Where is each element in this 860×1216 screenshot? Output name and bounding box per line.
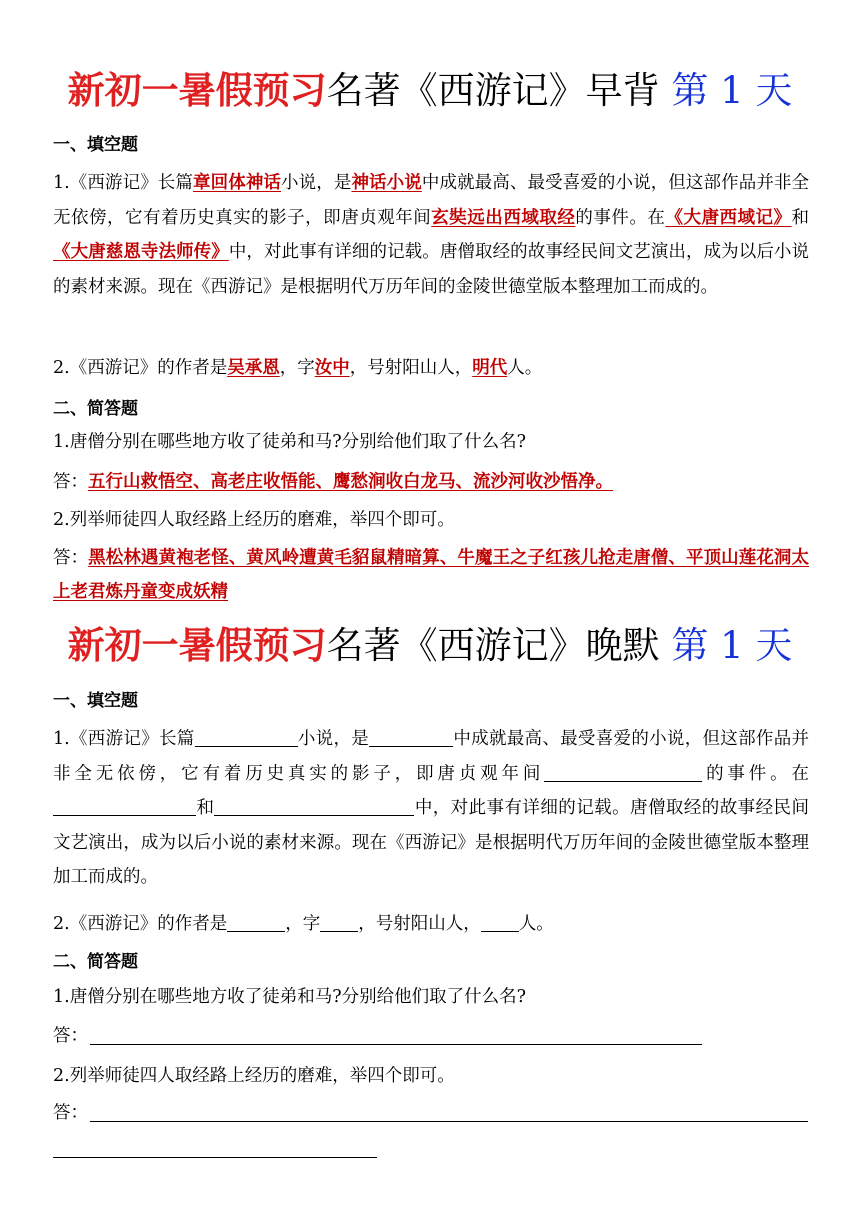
answer-line[interactable] — [53, 1157, 377, 1158]
text: 人。 — [518, 914, 554, 934]
text: 中，对此事有详细的记载。唐僧取经的故事经民间文艺演出，成为以后小说的素材来源。现在《西游记》是根据明代万历年间的金陵世德堂版本整理加工而成的。 — [53, 242, 810, 297]
evening-section-short: 二、简答题 — [53, 952, 138, 972]
answer-text: 黑松林遇黄袍老怪、黄风岭遭黄毛貂鼠精暗算、牛魔王之子红孩儿抢走唐僧、平顶山莲花洞太上老君炼丹童变成妖精 — [53, 548, 810, 602]
morning-q1 — [53, 166, 809, 304]
morning-s2-question: 2.列举师徒四人取经路上经历的磨难，举四个即可。 — [53, 510, 455, 530]
evening-title-main: 名著《西游记》晚默 — [326, 624, 660, 667]
evening-title-day: 第 1 天 — [671, 624, 793, 667]
answer-4: 《大唐西域记》 — [665, 207, 792, 228]
text: 小说，是 — [281, 173, 352, 193]
evening-q2 — [53, 912, 813, 936]
answer-label: 答： — [53, 472, 88, 492]
morning-title-main: 名著《西游记》早背 — [326, 69, 660, 112]
answer-courtesy-name: 汝中 — [314, 358, 350, 378]
text: ，号射阳山人， — [349, 358, 473, 378]
answer-text: 五行山救悟空、高老庄收悟能、鹰愁涧收白龙马、流沙河收沙悟净。 — [88, 472, 613, 492]
morning-s1-question: 1.唐僧分别在哪些地方收了徒弟和马?分别给他们取了什么名? — [53, 432, 526, 452]
blank-author[interactable] — [227, 914, 285, 933]
answer-line[interactable] — [90, 1044, 702, 1045]
blank-courtesy-name[interactable] — [320, 914, 358, 933]
evening-s2-answer-label: 答： — [53, 1103, 88, 1123]
blank-4[interactable] — [53, 798, 196, 817]
answer-dynasty: 明代 — [472, 358, 508, 378]
answer-author: 吴承恩 — [227, 358, 280, 378]
answer-3: 玄奘远出西域取经 — [431, 207, 576, 228]
text: 和 — [196, 798, 215, 818]
morning-s1-answer — [53, 470, 813, 494]
text: 中，对此事有详细的记载。唐僧取经的故事经民间文艺演出，成为以后小说的素材来源。现在《西游记》是根据明代万历年间的金陵世德堂版本整理加工而成的。 — [53, 798, 809, 887]
morning-title — [0, 67, 860, 114]
evening-s2-question: 2.列举师徒四人取经路上经历的磨难，举四个即可。 — [53, 1066, 455, 1086]
evening-section-fill: 一、填空题 — [53, 691, 138, 711]
evening-title-prefix: 新初一暑假预习 — [67, 623, 327, 667]
text: 中成就最高、最受喜爱的小说，但这部作品并非全无依傍，它有着历史真实的影子，即唐贞观年间 — [53, 173, 810, 228]
text: 的事件。在 — [702, 763, 810, 784]
text: 1.《西游记》长篇 — [53, 729, 195, 749]
text: 中成就最高、最受喜爱的小说，但这部作品并非全无依傍，它有着历史真实的影子，即唐贞观年间 — [53, 729, 809, 784]
text: 1.《西游记》长篇 — [53, 173, 194, 193]
answer-5: 《大唐慈恩寺法师传》 — [53, 242, 229, 262]
text: 2.《西游记》的作者是 — [53, 358, 228, 378]
evening-title — [0, 622, 860, 669]
evening-s1-question: 1.唐僧分别在哪些地方收了徒弟和马?分别给他们取了什么名? — [53, 987, 526, 1007]
blank-1[interactable] — [195, 729, 298, 748]
answer-line[interactable] — [90, 1121, 808, 1122]
blank-5[interactable] — [214, 798, 414, 817]
text: 2.《西游记》的作者是 — [53, 914, 228, 934]
blank-3[interactable] — [544, 763, 702, 782]
text: 的事件。在 — [575, 207, 666, 228]
morning-section-short: 二、简答题 — [53, 399, 138, 419]
evening-q1 — [53, 722, 809, 895]
blank-dynasty[interactable] — [481, 914, 519, 933]
text: 小说，是 — [297, 729, 370, 749]
morning-title-prefix: 新初一暑假预习 — [67, 68, 327, 112]
morning-q2 — [53, 356, 813, 380]
text: ，号射阳山人， — [358, 914, 481, 934]
text: ，字 — [285, 914, 321, 934]
morning-title-day: 第 1 天 — [671, 69, 793, 112]
answer-2: 神话小说 — [351, 173, 422, 193]
answer-label: 答： — [53, 548, 89, 568]
morning-section-fill: 一、填空题 — [53, 135, 138, 155]
answer-1: 章回体神话 — [193, 173, 282, 193]
evening-s1-answer-label: 答： — [53, 1026, 88, 1046]
text: 和 — [791, 207, 810, 228]
text: ，字 — [279, 358, 315, 378]
blank-2[interactable] — [369, 729, 453, 748]
text: 人。 — [507, 358, 543, 378]
morning-s2-answer — [53, 541, 809, 609]
